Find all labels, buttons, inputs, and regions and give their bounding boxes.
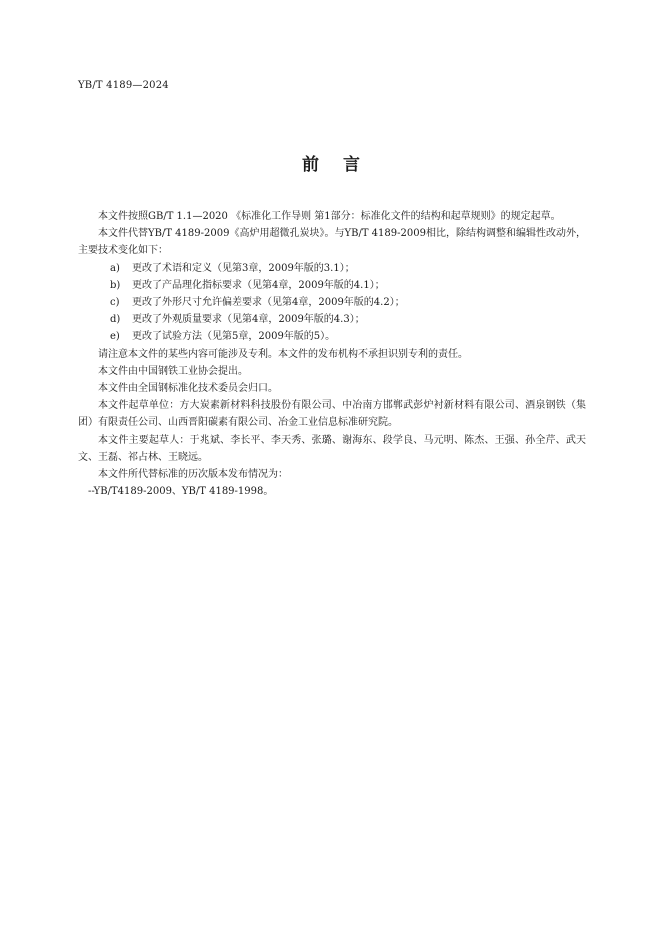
page-title: 前言 (302, 155, 384, 175)
paragraph-drafters: 本文件主要起草人：于兆斌、李长平、李天秀、张璐、谢海东、段学良、马元明、陈杰、王强、孙全芹、武天文、王磊、祁占林、王晓远。 (78, 434, 586, 463)
paragraph-history-intro: 本文件所代替标准的历次版本发布情况为： (98, 469, 288, 481)
list-marker: e) (110, 331, 120, 343)
list-text: 更改了外形尺寸允许偏差要求（见第4章，2009年版的4.2）； (132, 297, 405, 309)
list-item (78, 277, 586, 294)
document-code: YB/T 4189—2024 (78, 80, 169, 91)
list-item (78, 260, 586, 277)
list-marker: d) (110, 314, 121, 326)
paragraph-proposer: 本文件由中国钢铁工业协会提出。 (98, 365, 248, 377)
paragraph-replacement: 本文件代替YB/T 4189-2009《高炉用超微孔炭块》。与YB/T 4189-2009相比，除结构调整和编辑性改动外，主要技术变化如下： (78, 228, 586, 257)
list-marker: a) (110, 262, 120, 274)
changes-list (78, 260, 586, 346)
list-text: 更改了外观质量要求（见第4章，2009年版的4.3）； (132, 314, 365, 326)
foreword-body (78, 208, 586, 500)
paragraph-drafting-units: 本文件起草单位：方大炭素新材料科技股份有限公司、中冶南方邯郸武彭炉衬新材料有限公司、酒泉钢铁（集团）有限责任公司、山西晋阳碳素有限公司、冶金工业信息标准研究院。 (78, 400, 586, 429)
paragraph-history-versions: --YB/T4189-2009、YB/T 4189-1998。 (88, 486, 274, 498)
list-item (78, 311, 586, 328)
list-text: 更改了术语和定义（见第3章，2009年版的3.1）； (132, 262, 355, 274)
list-text: 更改了产品理化指标要求（见第4章，2009年版的4.1）； (132, 279, 385, 291)
list-marker: c) (110, 297, 120, 309)
list-marker: b) (110, 279, 121, 291)
list-item (78, 328, 586, 345)
paragraph-committee: 本文件由全国钢标准化技术委员会归口。 (98, 383, 278, 395)
paragraph-drafting-rules: 本文件按照GB/T 1.1—2020 《标准化工作导则 第1部分：标准化文件的结构和起草规则》的规定起草。 (98, 211, 561, 222)
list-item (78, 294, 586, 311)
list-text: 更改了试验方法（见第5章，2009年版的5）。 (132, 331, 336, 343)
paragraph-patent-notice: 请注意本文件的某些内容可能涉及专利。本文件的发布机构不承担识别专利的责任。 (98, 348, 468, 360)
